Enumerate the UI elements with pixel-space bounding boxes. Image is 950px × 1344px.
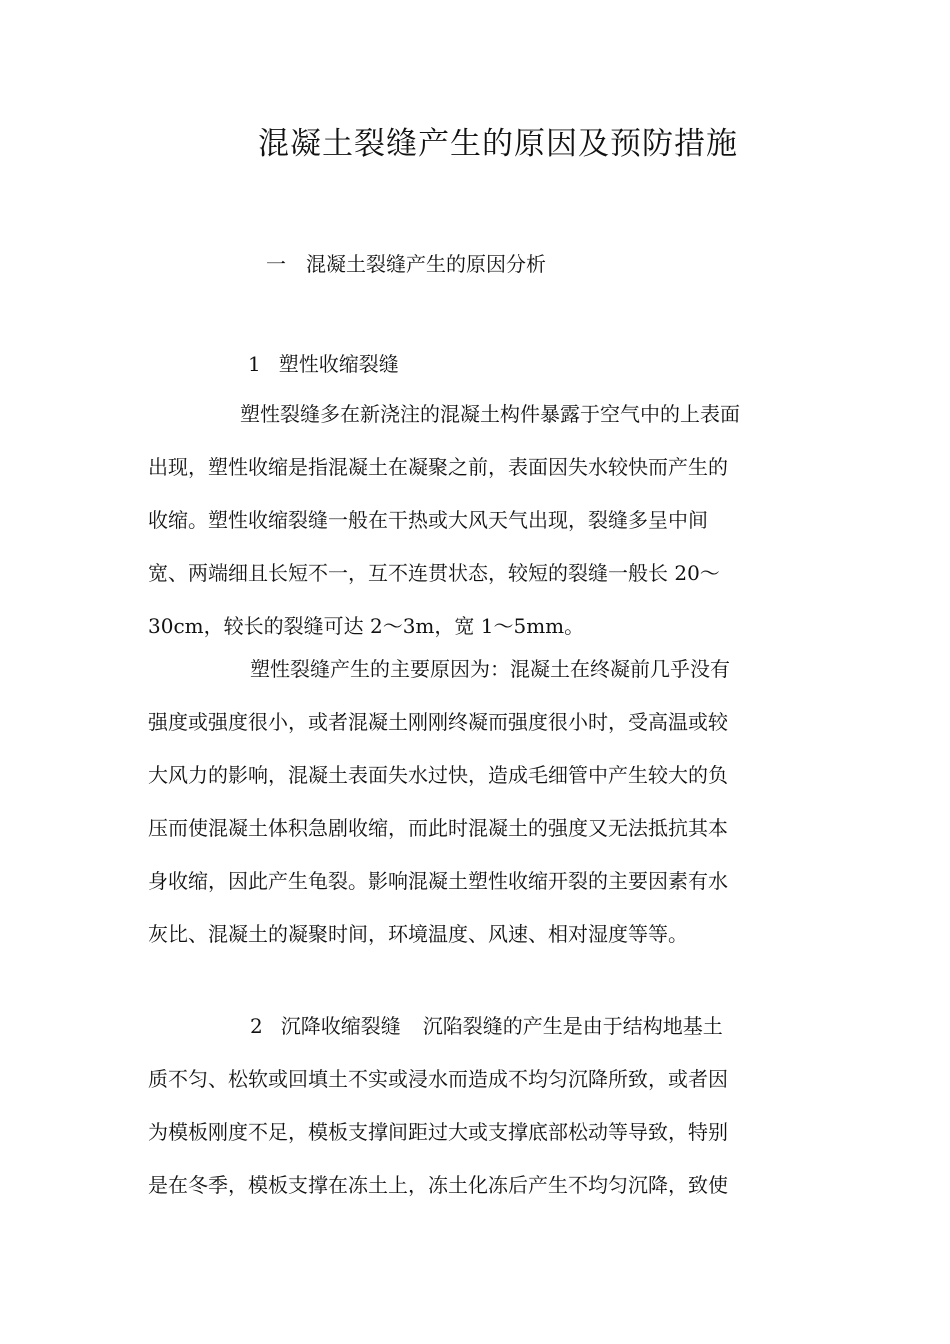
- paragraph-plastic-causes: [148, 643, 808, 961]
- section-heading-text: 混凝土裂缝产生的原因分析: [306, 252, 546, 276]
- paragraph-line: 宽、两端细且长短不一，互不连贯状态，较短的裂缝一般长 20～: [148, 561, 720, 585]
- paragraph-line: 30cm，较长的裂缝可达 2～3m，宽 1～5mm。: [148, 614, 585, 638]
- paragraph-line: 塑性裂缝产生的主要原因为：混凝土在终凝前几乎没有: [250, 657, 730, 681]
- subsection-number: 2: [250, 1014, 263, 1038]
- subsection-heading-1: [248, 348, 399, 377]
- paragraph-line: 灰比、混凝土的凝聚时间，环境温度、风速、相对湿度等等。: [148, 922, 688, 946]
- subsection-heading-text: 塑性收缩裂缝: [278, 352, 399, 376]
- paragraph-plastic-shrinkage: [148, 388, 808, 653]
- subsection-number: 1: [248, 352, 261, 376]
- section-heading-1: [266, 248, 546, 277]
- paragraph-line: 出现，塑性收缩是指混凝土在凝聚之前，表面因失水较快而产生的: [148, 455, 728, 479]
- paragraph-line: [148, 1000, 808, 1053]
- paragraph-settlement-shrinkage: [148, 1000, 808, 1212]
- paragraph-line: 压而使混凝土体积急剧收缩，而此时混凝土的强度又无法抵抗其本: [148, 816, 728, 840]
- paragraph-line: 身收缩，因此产生龟裂。影响混凝土塑性收缩开裂的主要因素有水: [148, 869, 728, 893]
- subsection-heading-text: 沉降收缩裂缝: [280, 1014, 401, 1038]
- paragraph-line: 是在冬季，模板支撑在冻土上，冻土化冻后产生不均匀沉降，致使: [148, 1173, 728, 1197]
- paragraph-line: 收缩。塑性收缩裂缝一般在干热或大风天气出现，裂缝多呈中间: [148, 508, 708, 532]
- paragraph-text: 沉陷裂缝的产生是由于结构地基土: [422, 1014, 723, 1038]
- paragraph-line: 质不匀、松软或回填土不实或浸水而造成不均匀沉降所致，或者因: [148, 1067, 728, 1091]
- document-title: 混凝土裂缝产生的原因及预防措施: [258, 126, 738, 162]
- paragraph-line: 强度或强度很小，或者混凝土刚刚终凝而强度很小时，受高温或较: [148, 710, 728, 734]
- paragraph-line: 大风力的影响，混凝土表面失水过快，造成毛细管中产生较大的负: [148, 763, 728, 787]
- section-number: 一: [266, 252, 286, 276]
- paragraph-line: 为模板刚度不足，模板支撑间距过大或支撑底部松动等导致，特别: [148, 1120, 728, 1144]
- paragraph-line: 塑性裂缝多在新浇注的混凝土构件暴露于空气中的上表面: [240, 402, 740, 426]
